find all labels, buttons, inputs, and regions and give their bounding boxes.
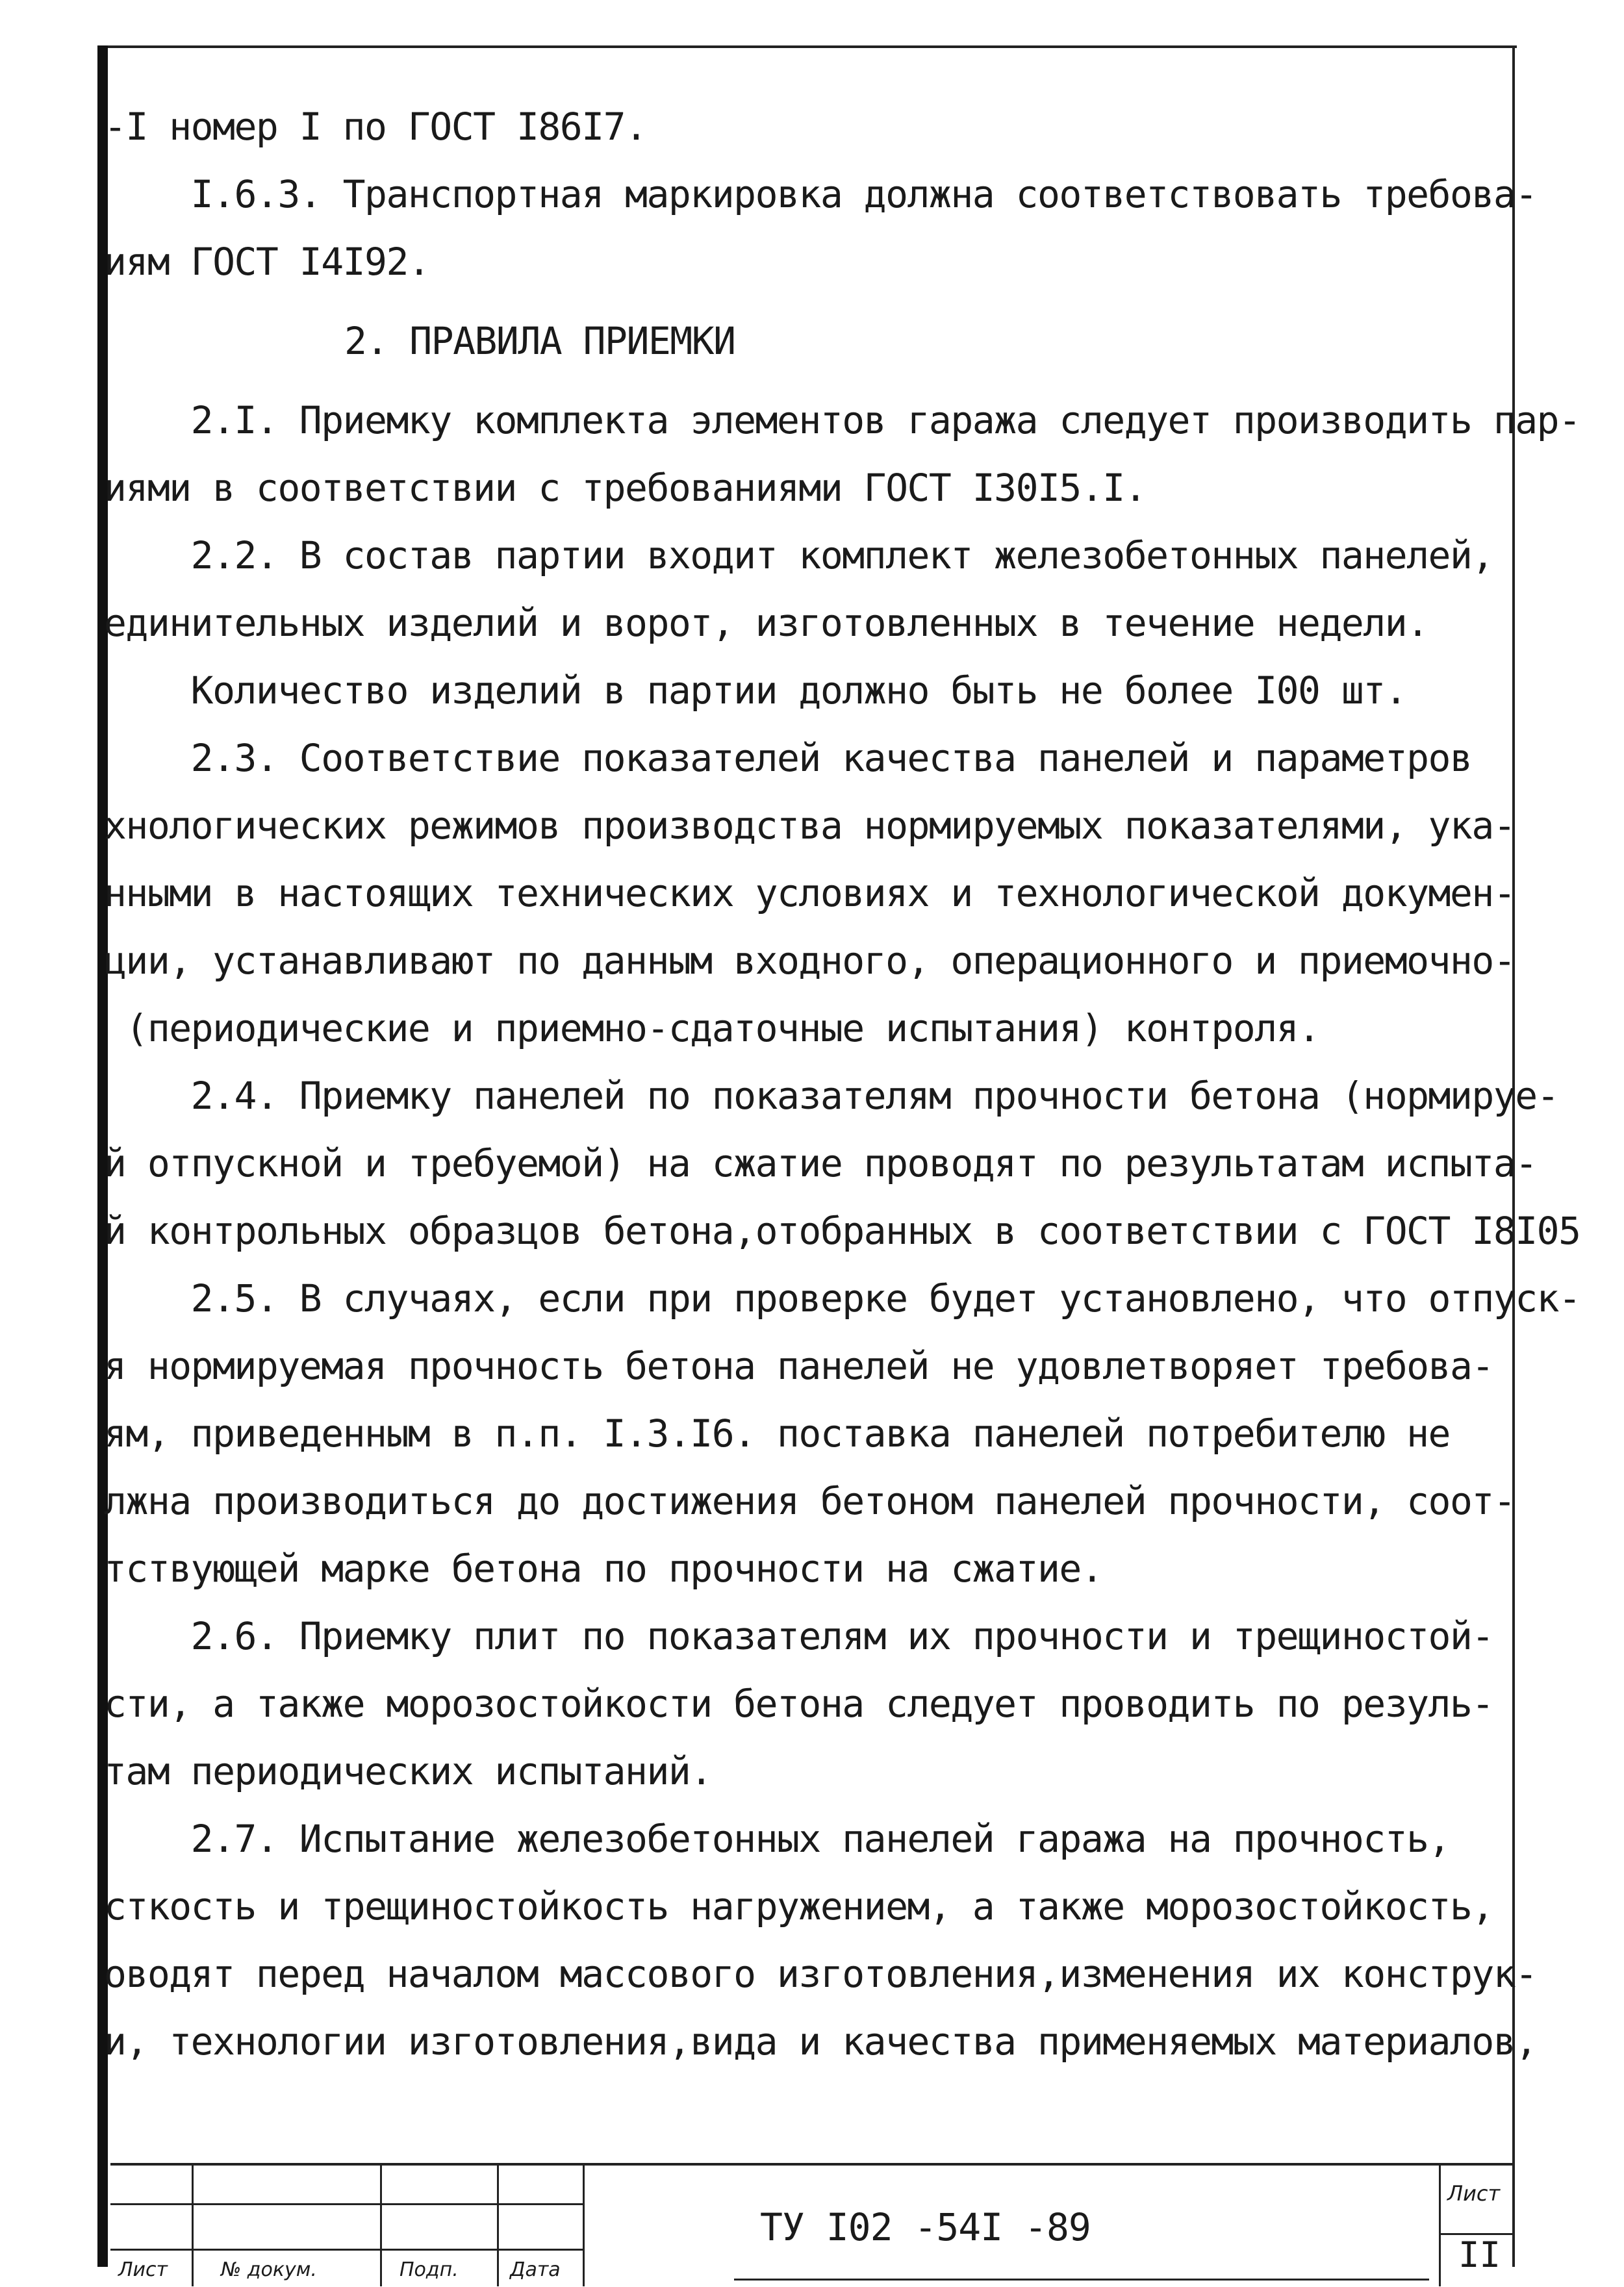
body-line: 2.5. В случаях, если при проверке будет установлено, что отпуск- xyxy=(104,1276,1580,1320)
sheet-number: II xyxy=(1458,2234,1501,2275)
body-line: 2.I. Приемку комплекта элементов гаража следует производить пар- xyxy=(104,398,1580,442)
body-line: сткость и трещиностойкость нагружением, а также морозостойкость, xyxy=(104,1884,1493,1928)
body-line: 2.4. Приемку панелей по показателям прочности бетона (нормируе- xyxy=(104,1074,1559,1118)
frame-top-border xyxy=(97,45,1517,48)
stamp-col-divider xyxy=(192,2166,194,2286)
stamp-col-divider xyxy=(380,2166,382,2286)
stamp-grid xyxy=(110,2166,585,2286)
sheet-label: Лист xyxy=(1447,2181,1501,2206)
body-line: единительных изделий и ворот, изготовленных в течение недели. xyxy=(104,601,1428,645)
stamp-col-date-label: Дата xyxy=(510,2258,561,2281)
body-line: сти, а также морозостойкости бетона следует проводить по резуль- xyxy=(104,1682,1493,1726)
body-line: й контрольных образцов бетона,отобранных в соответствии с ГОСТ I8I05 xyxy=(104,1209,1580,1253)
body-line: хнологических режимов производства нормируемых показателями, ука- xyxy=(104,803,1516,848)
body-line: Количество изделий в партии должно быть не более I00 шт. xyxy=(104,668,1407,713)
document-code: ТУ I02 -54I -89 xyxy=(760,2205,1091,2249)
body-line: иями в соответствии с требованиями ГОСТ I30I5.I. xyxy=(104,466,1147,510)
body-line: ции, устанавливают по данным входного, операционного и приемочно- xyxy=(104,939,1516,983)
body-line: нными в настоящих технических условиях и технологической докумен- xyxy=(104,871,1516,915)
body-line: (периодические и приемно-сдаточные испытания) контроля. xyxy=(104,1006,1320,1050)
body-line: там периодических испытаний. xyxy=(104,1749,712,1793)
stamp-col-divider xyxy=(497,2166,499,2286)
body-line: иям ГОСТ I4I92. xyxy=(104,240,430,284)
body-line: 2.3. Соответствие показателей качества панелей и параметров xyxy=(104,736,1472,780)
stamp-row-divider xyxy=(110,2249,585,2251)
section-heading: 2. ПРАВИЛА ПРИЕМКИ xyxy=(344,319,735,363)
body-line: 2.7. Испытание железобетонных панелей гаража на прочность, xyxy=(104,1817,1450,1861)
body-line: и, технологии изготовления,вида и качества применяемых материалов, xyxy=(104,2019,1537,2064)
stamp-col-divider xyxy=(583,2166,585,2286)
body-line: 2.2. В состав партии входит комплект железобетонных панелей, xyxy=(104,533,1493,577)
body-line: оводят перед началом массового изготовления,изменения их конструк- xyxy=(104,1952,1537,1996)
body-line: I.6.3. Транспортная маркировка должна соответствовать требова- xyxy=(104,172,1537,216)
stamp-col-doc-number-label: № докум. xyxy=(221,2258,317,2281)
body-line: -I номер I по ГОСТ I86I7. xyxy=(104,105,647,149)
stamp-row-divider xyxy=(110,2203,585,2205)
document-code-underline xyxy=(734,2279,1429,2281)
body-line: й отпускной и требуемой) на сжатие проводят по результатам испыта- xyxy=(104,1141,1537,1185)
sheet-box-border xyxy=(1439,2166,1441,2286)
body-line: 2.6. Приемку плит по показателям их прочности и трещиностой- xyxy=(104,1614,1493,1658)
stamp-col-sheet-label: Лист xyxy=(118,2258,168,2281)
body-line: ям, приведенным в п.п. I.3.I6. поставка панелей потребителю не xyxy=(104,1411,1450,1456)
body-line: я нормируемая прочность бетона панелей не удовлетворяет требова- xyxy=(104,1344,1493,1388)
body-line: лжна производиться до достижения бетоном панелей прочности, соот- xyxy=(104,1479,1516,1523)
body-line: тствующей марке бетона по прочности на сжатие. xyxy=(104,1547,1103,1591)
stamp-col-signature-label: Подп. xyxy=(400,2258,459,2281)
